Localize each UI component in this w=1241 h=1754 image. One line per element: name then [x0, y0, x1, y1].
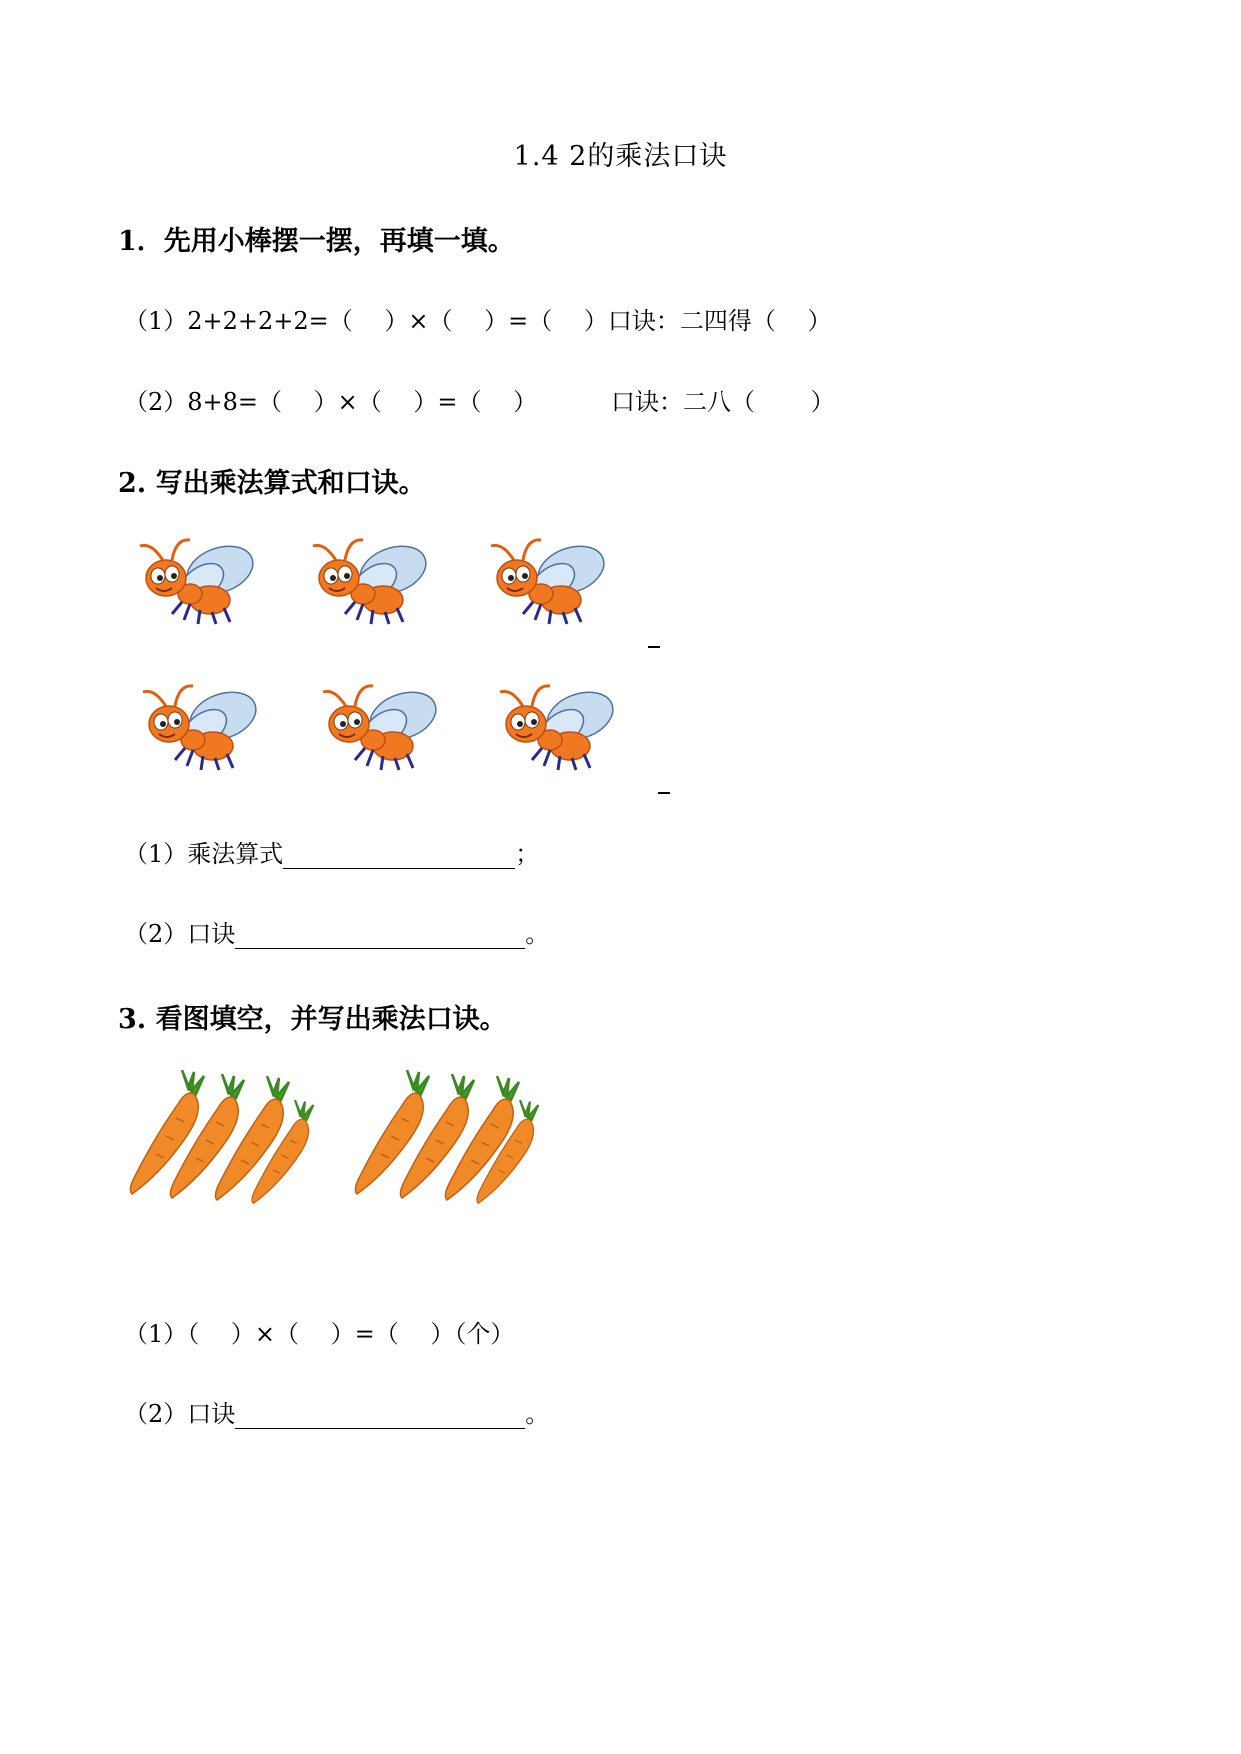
rhyme-answer-blank[interactable] — [235, 920, 525, 949]
q2-answer-2-end: 。 — [525, 920, 550, 948]
bee-icon — [132, 532, 260, 638]
bee-icon — [483, 532, 611, 638]
q2-answer-2 — [124, 914, 549, 949]
bee-icon — [492, 678, 620, 784]
question-1-heading: 1．先用小棒摆一摆，再填一填。 — [118, 226, 515, 257]
rhyme-answer-blank[interactable] — [235, 1400, 525, 1429]
q2-answer-2-label: （2）口诀 — [124, 920, 236, 948]
bee-icon — [305, 532, 433, 638]
carrot-icon — [460, 1100, 560, 1210]
question-2-heading: 2. 写出乘法算式和口诀。 — [118, 468, 426, 499]
carrot-icon — [235, 1100, 335, 1210]
q1-line-2-calc: （2）8+8=（ ）×（ ）=（ ） — [124, 388, 538, 416]
question-3-heading: 3. 看图填空，并写出乘法口诀。 — [118, 1004, 507, 1035]
divider-mark — [648, 646, 660, 648]
q1-line-2-rhyme: 口诀：二八（ ） — [611, 388, 835, 416]
multiplication-answer-blank[interactable] — [283, 840, 515, 869]
q3-answer-2-label: （2）口诀 — [124, 1400, 236, 1428]
q2-answer-1-label: （1）乘法算式 — [124, 840, 284, 868]
bee-icon — [315, 678, 443, 784]
bee-icon — [135, 678, 263, 784]
q2-answer-1-end: ； — [515, 840, 540, 868]
q2-answer-1 — [124, 834, 539, 869]
divider-mark — [658, 792, 670, 794]
page-title: 1.4 2的乘法口诀 — [513, 141, 728, 172]
q3-line-1: （1）（ ）×（ ）=（ ）（个） — [124, 1320, 515, 1348]
q3-answer-2-end: 。 — [525, 1400, 550, 1428]
q1-line-1: （1）2+2+2+2=（ ）×（ ）=（ ）口诀：二四得（ ） — [124, 307, 832, 335]
q3-answer-2 — [124, 1394, 549, 1429]
